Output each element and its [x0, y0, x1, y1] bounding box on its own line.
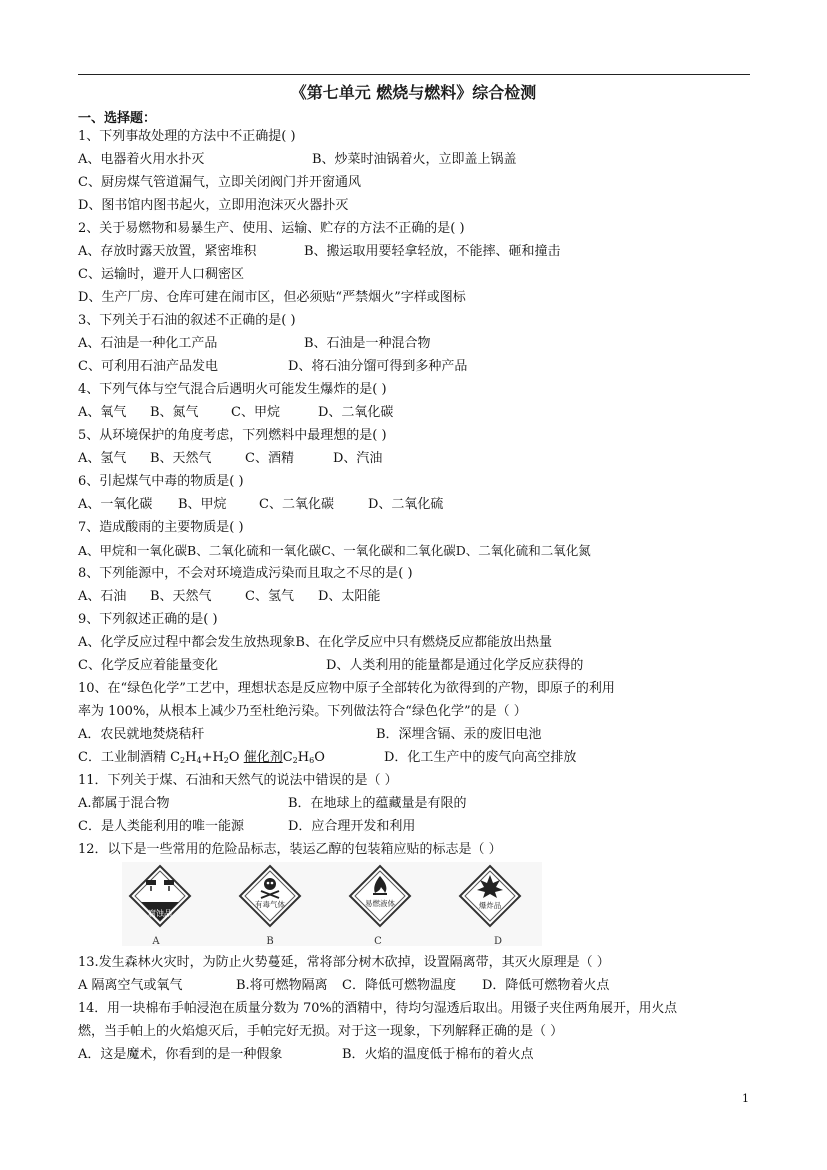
q3-option-d: D、将石油分馏可得到多种产品 [288, 359, 468, 374]
q2-option-a: A、存放时露天放置，紧密堆积 [78, 244, 257, 259]
q4-option-c: C、甲烷 [231, 405, 280, 420]
q13-option-c: C．降低可燃物温度 [342, 978, 456, 993]
q6-option-a: A、一氧化碳 [78, 497, 153, 512]
q4-option-d: D、二氧化碳 [318, 405, 394, 420]
header-rule [78, 74, 750, 75]
question-6-stem: 6、引起煤气中毒的物质是( ) [78, 474, 244, 489]
q1-option-c: C、厨房煤气管道漏气，立即关闭阀门并开窗通风 [78, 175, 361, 190]
q10-option-d: D．化工生产中的废气向高空排放 [384, 750, 577, 765]
catalyst-label: 催化剂 [243, 750, 283, 765]
sign-c-label: 易燃液体 [365, 899, 395, 908]
q14-option-a: A．这是魔术，你看到的是一种假象 [78, 1047, 283, 1062]
question-10-stem-line1: 10、在“绿色化学”工艺中，理想状态是反应物中原子全部转化为欲得到的产物，即原子的利用 [78, 681, 615, 696]
q6-option-d: D、二氧化硫 [368, 497, 444, 512]
q6-option-c: C、二氧化碳 [259, 497, 334, 512]
q8-option-c: C、氢气 [245, 589, 294, 604]
question-13-stem: 13.发生森林火灾时，为防止火势蔓延，常将部分树木砍掉，设置隔离带，其灭火原理是（ ） [78, 955, 610, 970]
question-8-stem: 8、下列能源中，不会对环境造成污染而且取之不尽的是( ) [78, 566, 413, 581]
q11-option-b: B．在地球上的蕴藏量是有限的 [288, 796, 467, 811]
q13-option-a: A 隔离空气或氧气 [78, 978, 183, 993]
q5-option-b: B、天然气 [150, 451, 212, 466]
q10-option-a: A．农民就地焚烧秸秆 [78, 727, 205, 742]
q10-option-c: C．工业制酒精 $C_2H_4+H_2O$ 催化剂$C_2H_6O$ [78, 750, 325, 765]
document-title: 《第七单元 燃烧与燃料》综合检测 [290, 83, 537, 102]
q14-option-b: B．火焰的温度低于棉布的着火点 [342, 1047, 534, 1062]
hazard-signs-figure [122, 862, 542, 946]
q8-option-a: A、石油 [78, 589, 127, 604]
q2-option-c: C、运输时，避开人口稠密区 [78, 267, 244, 282]
q4-option-b: B、氮气 [150, 405, 199, 420]
question-1-stem: 1、下列事故处理的方法中不正确提( ) [78, 129, 296, 144]
q1-option-b: B、炒菜时油锅着火，立即盖上锅盖 [312, 152, 517, 167]
q11-option-a: A.都属于混合物 [78, 796, 170, 811]
question-10-stem-line2: 率为 100%，从根本上减少乃至杜绝污染。下列做法符合“绿色化学”的是（ ） [78, 704, 527, 719]
sign-c-letter: C [374, 936, 382, 946]
q13-option-b: B.将可燃物隔离 [236, 978, 328, 993]
q9-option-c: C、化学反应着能量变化 [78, 658, 218, 673]
question-9-stem: 9、下列叙述正确的是( ) [78, 612, 218, 627]
q13-option-d: D．降低可燃物着火点 [482, 978, 610, 993]
question-14-stem-line2: 燃，当手帕上的火焰熄灭后，手帕完好无损。对于这一现象，下列解释正确的是（ ） [78, 1024, 564, 1039]
sign-d-label: 爆炸品 [478, 901, 502, 910]
q8-option-d: D、太阳能 [318, 589, 381, 604]
q2-option-b: B、搬运取用要轻拿轻放，不能摔、砸和撞击 [304, 244, 561, 259]
q10-option-b: B．深埋含镉、汞的废旧电池 [376, 727, 542, 742]
question-4-stem: 4、下列气体与空气混合后遇明火可能发生爆炸的是( ) [78, 382, 387, 397]
question-7-stem: 7、造成酸雨的主要物质是( ) [78, 520, 244, 535]
question-2-stem: 2、关于易燃物和易暴生产、使用、运输、贮存的方法不正确的是( ) [78, 221, 465, 236]
question-5-stem: 5、从环境保护的角度考虑，下列燃料中最理想的是( ) [78, 428, 387, 443]
q3-option-b: B、石油是一种混合物 [304, 336, 431, 351]
q5-option-d: D、汽油 [333, 451, 383, 466]
sign-b-label: 有毒气体 [255, 900, 285, 909]
q9-options-ab: A、化学反应过程中都会发生放热现象B、在化学反应中只有燃烧反应都能放出热量 [78, 635, 552, 650]
question-3-stem: 3、下列关于石油的叙述不正确的是( ) [78, 313, 296, 328]
q2-option-d: D、生产厂房、仓库可建在闹市区，但必须贴“严禁烟火”字样或图标 [78, 290, 466, 305]
question-14-stem-line1: 14．用一块棉布手帕浸泡在质量分数为 70%的酒精中，待均匀湿透后取出。用镊子夹住两角展开，用火点 [78, 1001, 678, 1016]
question-11-stem: 11．下列关于煤、石油和天然气的说法中错误的是（ ） [78, 773, 398, 788]
section-heading: 一、选择题： [78, 111, 157, 126]
q3-option-c: C、可利用石油产品发电 [78, 359, 218, 374]
question-12-stem: 12．以下是一些常用的危险品标志，装运乙醇的包装箱应贴的标志是（ ） [78, 842, 502, 857]
q1-option-a: A、电器着火用水扑灭 [78, 152, 205, 167]
sign-a-letter: A [152, 936, 160, 946]
q5-option-c: C、酒精 [245, 451, 294, 466]
q6-option-b: B、甲烷 [178, 497, 227, 512]
q11-option-c: C．是人类能利用的唯一能源 [78, 819, 244, 834]
q11-option-d: D．应合理开发和利用 [288, 819, 416, 834]
sign-d-letter: D [493, 936, 503, 946]
q8-option-b: B、天然气 [150, 589, 212, 604]
q4-option-a: A、氧气 [78, 405, 127, 420]
q1-option-d: D、图书馆内图书起火，立即用泡沫灭火器扑灭 [78, 198, 349, 213]
q5-option-a: A、氢气 [78, 451, 127, 466]
sign-b-letter: B [266, 936, 274, 946]
sign-a-label: 腐蚀品 [148, 909, 172, 918]
q7-options: A、甲烷和一氧化碳B、二氧化硫和一氧化碳C、一氧化碳和二氧化碳D、二氧化硫和二氧化氮 [78, 543, 591, 558]
q3-option-a: A、石油是一种化工产品 [78, 336, 218, 351]
page-number: 1 [742, 1092, 749, 1105]
q9-option-d: D、人类利用的能量都是通过化学反应获得的 [326, 658, 584, 673]
